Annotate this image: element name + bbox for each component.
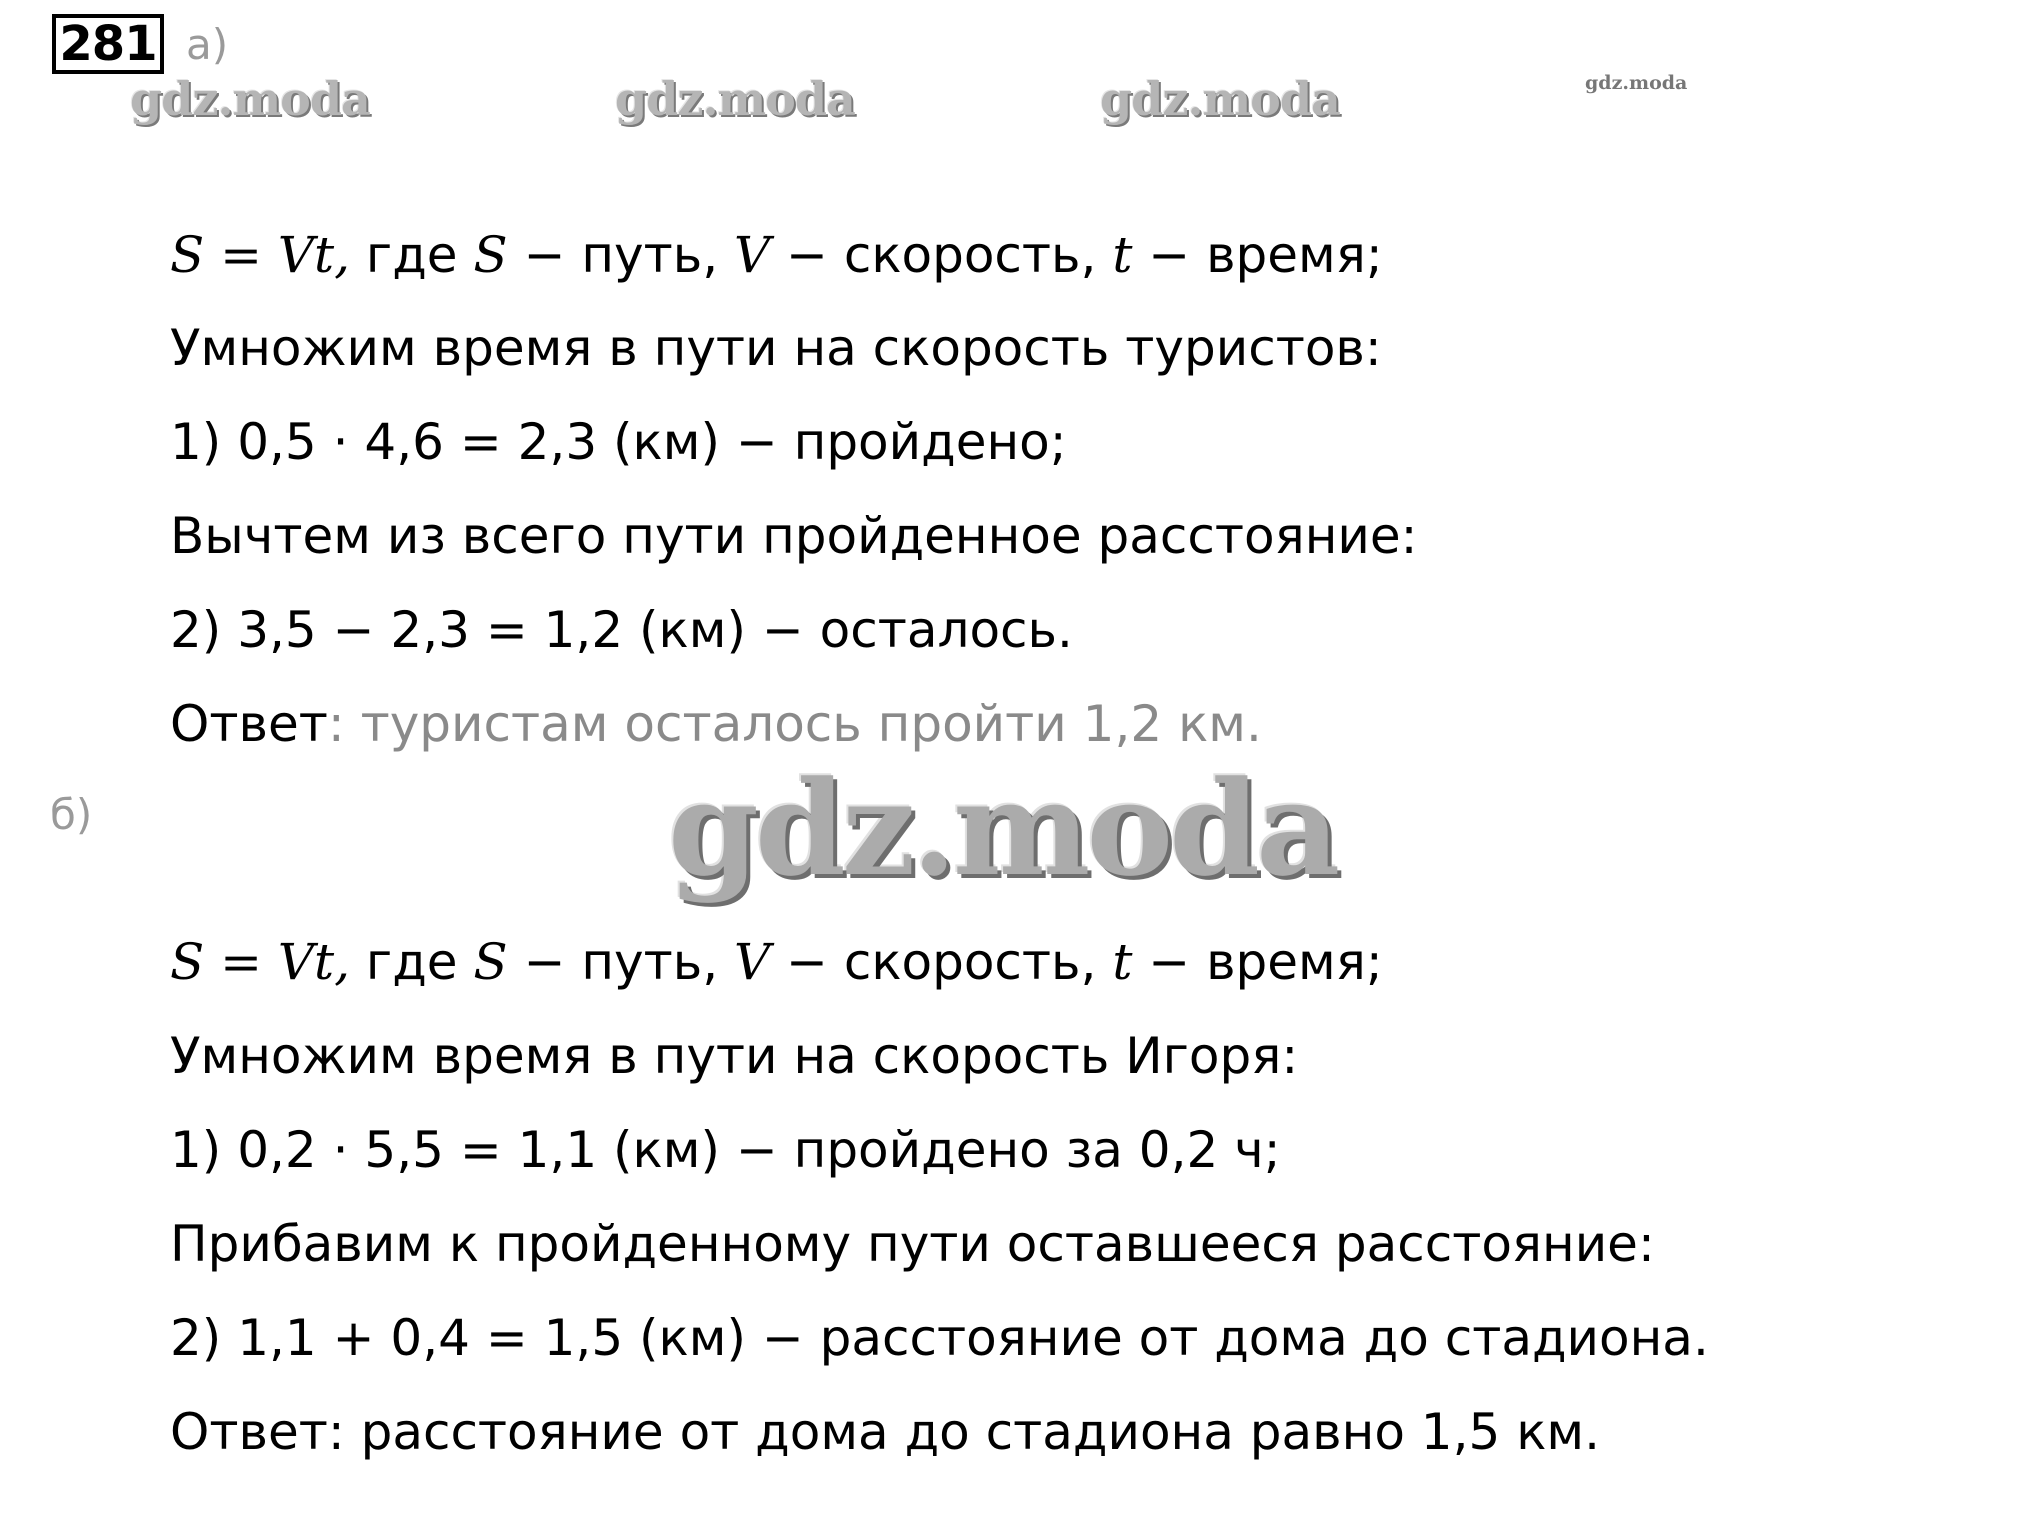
part-b-text-line: Умножим время в пути на скорость Игоря: — [170, 1027, 1299, 1085]
watermark: gdz.moda — [1100, 72, 1340, 126]
formula-path-desc: − путь, — [507, 933, 735, 991]
formula-where: где — [350, 226, 474, 284]
formula-symbol-t: t — [1112, 226, 1133, 284]
formula-equation: S = Vt, — [170, 933, 351, 991]
part-a-label: а) — [186, 20, 229, 69]
formula-time-desc: − время; — [1132, 226, 1383, 284]
part-b-formula-line — [170, 932, 1383, 992]
part-b-text-line: Прибавим к пройденному пути оставшееся расстояние: — [170, 1215, 1655, 1273]
part-a-text-line: Умножим время в пути на скорость туристов: — [170, 319, 1382, 377]
part-b-label: б) — [50, 790, 93, 839]
part-b-answer-line: Ответ: расстояние от дома до стадиона равно 1,5 км. — [170, 1403, 1601, 1461]
watermark: gdz.moda — [130, 72, 370, 126]
part-a-calc-line: 2) 3,5 − 2,3 = 1,2 (км) − осталось. — [170, 601, 1073, 659]
formula-path-desc: − путь, — [507, 226, 735, 284]
watermark: gdz.moda — [1585, 72, 1688, 94]
answer-text: : туристам осталось пройти 1,2 км. — [327, 695, 1262, 753]
formula-symbol-t: t — [1112, 933, 1133, 991]
problem-number-box: 281 — [52, 14, 164, 74]
part-a-text-line: Вычтем из всего пути пройденное расстояние: — [170, 507, 1418, 565]
part-a-calc-line: 1) 0,5 · 4,6 = 2,3 (км) − пройдено; — [170, 413, 1067, 471]
formula-speed-desc: − скорость, — [770, 226, 1113, 284]
formula-symbol-s: S — [473, 933, 508, 991]
formula-speed-desc: − скорость, — [770, 933, 1113, 991]
part-a-formula-line — [170, 225, 1383, 285]
formula-time-desc: − время; — [1132, 933, 1383, 991]
part-b-calc-line: 1) 0,2 · 5,5 = 1,1 (км) − пройдено за 0,2 ч; — [170, 1121, 1281, 1179]
formula-symbol-v: V — [734, 226, 771, 284]
formula-equation: S = Vt, — [170, 226, 351, 284]
formula-symbol-v: V — [734, 933, 771, 991]
answer-prefix: Ответ — [170, 695, 328, 753]
formula-where: где — [350, 933, 474, 991]
part-b-calc-line: 2) 1,1 + 0,4 = 1,5 (км) − расстояние от дома до стадиона. — [170, 1309, 1709, 1367]
part-a-answer-line — [170, 694, 1262, 754]
watermark: gdz.moda — [615, 72, 855, 126]
watermark-large: gdz.moda — [668, 752, 1337, 905]
formula-symbol-s: S — [473, 226, 508, 284]
